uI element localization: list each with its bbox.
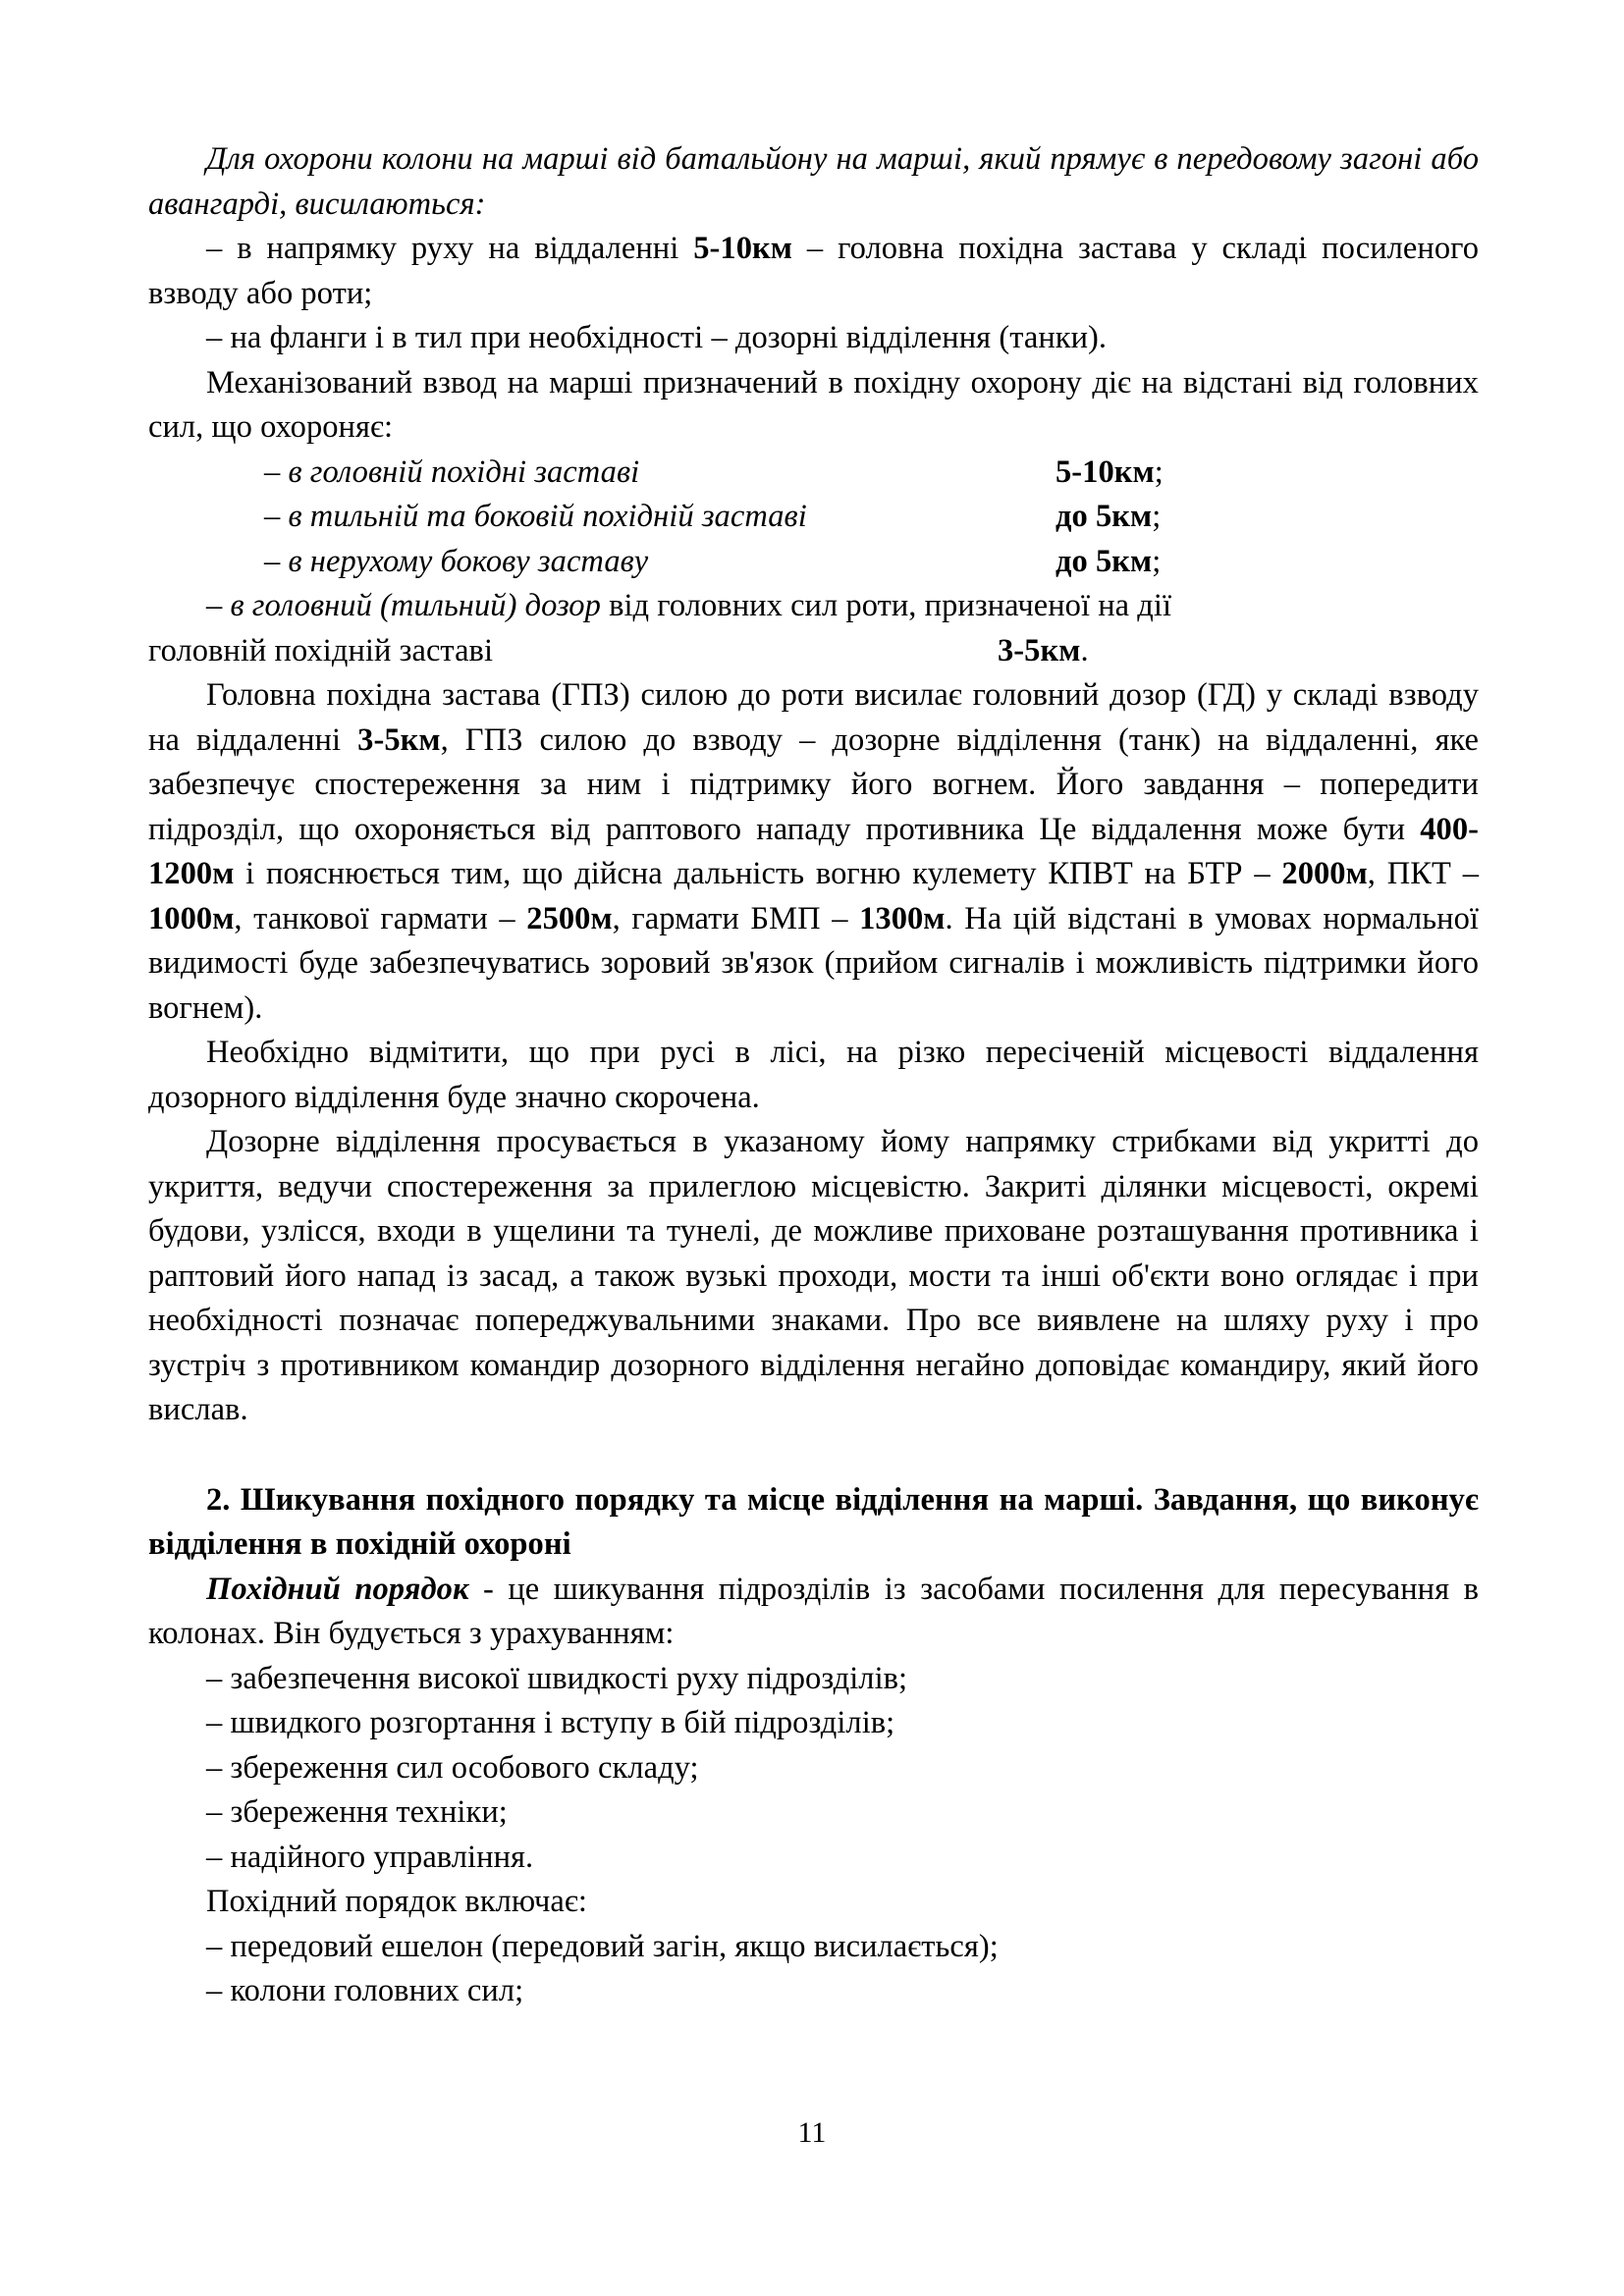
gpz-range-kpvt-2000m: 2000м xyxy=(1281,856,1368,891)
definition-punct: ; xyxy=(1152,499,1162,534)
bullet-forward-echelon: – передовий ешелон (передовий загін, якщо висилається); xyxy=(206,1928,999,1964)
dozor-tail-label: головній похідній заставі xyxy=(148,632,494,668)
dozor-tail-value-wrap xyxy=(998,629,1089,674)
gpz-seg-6: , гармати БМП – xyxy=(612,900,860,936)
paragraph-necessary-note: Необхідно відмітити, що при русі в лісі, на різко пересіченій місцевості віддалення дозорного відділення буде значно скорочена. xyxy=(148,1035,1479,1115)
paragraph-patrol-squad: Дозорне відділення просувається в указаному йому напрямку стрибками від укритті до укриття, ведучи спостереження за прилеглою місцевістю. Закриті ділянки місцевості, окремі будови, узлісся, входи в ущелини та тунелі, де можливе приховане розташування противника і раптовий його напад із засад, а також вузькі проходи, мости та інші об'єкти воно оглядає і при необхідності позначає попереджувальними знаками. Про все виявлене на шляху руху і про зустріч з противником командир дозорного відділення негайно доповідає командиру, який його вислав. xyxy=(148,1124,1479,1427)
bullet-flanks-rear: – на фланги і в тил при необхідності – дозорні відділення (танки). xyxy=(206,320,1108,355)
gpz-range-tank-2500m: 2500м xyxy=(526,900,613,936)
lead-italic-paragraph: Для охорони колони на марші від батальйону на марші, який прямує в передовому загоні або авангарді, висилаються: xyxy=(148,141,1479,222)
gpz-seg-7: . На цій відстані в умовах нормальної видимості буде забезпечуватись зоровий зв'язок (прийом сигналів і можливість підтримки його вогнем). xyxy=(148,900,1480,1026)
paragraph-head-rear-patrol xyxy=(148,584,1479,629)
definition-label: – в нерухому бокову заставу xyxy=(264,543,649,579)
march-order-includes-intro: Похідний порядок включає: xyxy=(206,1884,587,1919)
bullet-high-speed: – забезпечення високої швидкості руху підрозділів; xyxy=(206,1660,908,1696)
bullet-preserve-personnel: – збереження сил особового складу; xyxy=(206,1749,699,1786)
definition-value-wrap xyxy=(998,495,1161,540)
gpz-distance-3-5km: 3-5км xyxy=(357,721,441,758)
bullet-pre-text: – в напрямку руху на віддаленні xyxy=(206,231,694,266)
gpz-seg-5: , танкової гармати – xyxy=(234,900,527,936)
definition-row xyxy=(148,540,1479,585)
paragraph-gpz xyxy=(148,673,1479,1031)
definition-value: 5-10км xyxy=(1056,454,1155,490)
bullet-direction-of-movement xyxy=(148,227,1479,316)
bullet-post-text: – головна похідна застава у складі посиленого взводу або роти; xyxy=(148,231,1479,311)
gpz-seg-4: , ПКТ – xyxy=(1367,856,1479,891)
gpz-seg-2: , ГПЗ силою до взводу – дозорне відділення (танк) на віддаленні, яке забезпечує спостереження за ним і підтримку його вогнем. Його завдання – попередити підрозділ, що охороняється від раптового нападу противника Це віддалення може бути xyxy=(148,721,1479,847)
gpz-seg-3: і пояснюється тим, що дійсна дальність вогню кулемету КПВТ на БТР – xyxy=(234,856,1282,891)
definition-row xyxy=(148,451,1479,496)
march-order-term: Похідний порядок xyxy=(206,1571,469,1607)
definition-value: до 5км xyxy=(1056,543,1153,579)
bullet-rapid-deployment: – швидкого розгортання і вступу в бій підрозділів; xyxy=(206,1705,895,1740)
dozor-rest-text: від головних сил роти, призначеної на дії xyxy=(600,588,1172,623)
definition-label: – в головній похідні заставі xyxy=(264,454,640,490)
bullet-preserve-equipment: – збереження техніки; xyxy=(206,1794,508,1830)
bullet-reliable-control: – надійного управління. xyxy=(206,1839,534,1875)
dozor-tail-value: 3-5км xyxy=(998,632,1081,668)
gpz-seg-1: Головна похідна застава (ГПЗ) силою до роти висилає головний дозор (ГД) у складі взводу на віддаленні xyxy=(148,677,1479,758)
gpz-distance-400-1200m: 400-1200м xyxy=(148,811,1479,891)
definition-punct: ; xyxy=(1154,454,1164,490)
gpz-range-pkt-1000m: 1000м xyxy=(148,900,235,936)
bullet-distance-value: 5-10км xyxy=(693,231,792,266)
dozor-italic-part: – в головний (тильний) дозор xyxy=(206,588,601,623)
gpz-range-bmp-1300m: 1300м xyxy=(859,900,946,936)
dozor-tail-row xyxy=(148,629,1479,674)
definition-value: до 5км xyxy=(1056,499,1153,534)
section-gap xyxy=(148,1433,1479,1478)
bullet-main-forces-columns: – колони головних сил; xyxy=(206,1973,524,2008)
paragraph-march-order-definition xyxy=(148,1568,1479,1657)
definition-value-wrap xyxy=(998,451,1164,496)
march-order-definition-text: - це шикування підрозділів із засобами посилення для пересування в колонах. Він будується з урахуванням: xyxy=(148,1571,1479,1651)
definition-punct: ; xyxy=(1152,543,1162,579)
definition-value-wrap xyxy=(998,540,1161,585)
definition-row xyxy=(148,495,1479,540)
section-heading-2: 2. Шикування похідного порядку та місце відділення на марші. Завдання, що виконує відділення в похідній охороні xyxy=(148,1481,1479,1562)
dozor-tail-punct: . xyxy=(1080,632,1089,668)
definition-label: – в тильній та боковій похідній заставі xyxy=(264,499,807,534)
page-number: 11 xyxy=(797,2116,827,2149)
paragraph-mechanized-platoon: Механізований взвод на марші призначений в похідну охорону діє на відстані від головних сил, що охороняє: xyxy=(148,364,1479,445)
page-content xyxy=(148,137,1479,2014)
